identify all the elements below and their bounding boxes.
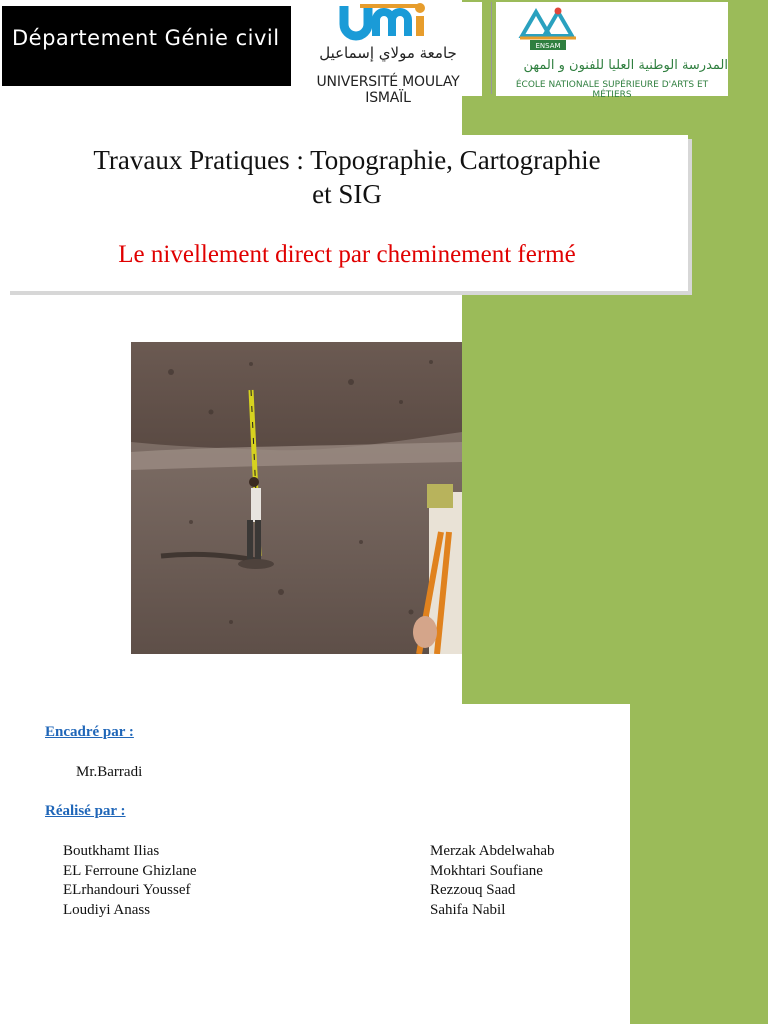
authors-label: Réalisé par :	[45, 803, 126, 819]
umi-mark-icon	[316, 2, 456, 42]
title-line-1: Travaux Pratiques : Topographie, Cartographie	[93, 145, 601, 175]
document-subtitle: Le nivellement direct par cheminement fermé	[118, 241, 576, 268]
document-title	[6, 143, 688, 211]
supervisor-name: Mr.Barradi	[76, 764, 143, 780]
supervised-by-label: Encadré par :	[45, 724, 134, 740]
umi-arabic-name: جامعة مولاي إسماعيل	[319, 44, 457, 62]
author-name: Boutkhamt Ilias	[63, 843, 160, 859]
authors-left-column	[63, 842, 197, 920]
department-label: Département Génie civil	[2, 6, 291, 86]
ensam-mark-icon	[516, 6, 580, 54]
author-name: Mokhtari Soufiane	[430, 862, 543, 879]
surveying-photo-illustration	[131, 342, 462, 654]
author-name: Merzak Abdelwahab	[430, 843, 555, 859]
author-name: Loudiyi Anass	[63, 901, 151, 918]
authors-right-column	[430, 842, 555, 920]
field-photo	[131, 342, 462, 654]
umi-latin-name: UNIVERSITÉ MOULAY ISMAÏL	[316, 74, 460, 106]
author-name: EL Ferroune Ghizlane	[63, 862, 197, 879]
title-box	[6, 135, 688, 291]
logo-divider	[491, 2, 492, 94]
author-name: Sahifa Nabil	[430, 901, 506, 918]
author-name: Rezzouq Saad	[430, 882, 516, 898]
ensam-short-name: ENSAM	[535, 42, 561, 50]
ensam-latin-name: ÉCOLE NATIONALE SUPÉRIEURE D'ARTS ET MÉTIERS	[515, 80, 709, 100]
ensam-logo	[496, 2, 728, 100]
title-line-2: et SIG	[312, 179, 382, 209]
ensam-arabic-name: المدرسة الوطنية العليا للفنون و المهن	[523, 58, 728, 73]
umi-logo	[294, 2, 482, 106]
author-name: ELrhandouri Youssef	[63, 882, 191, 898]
